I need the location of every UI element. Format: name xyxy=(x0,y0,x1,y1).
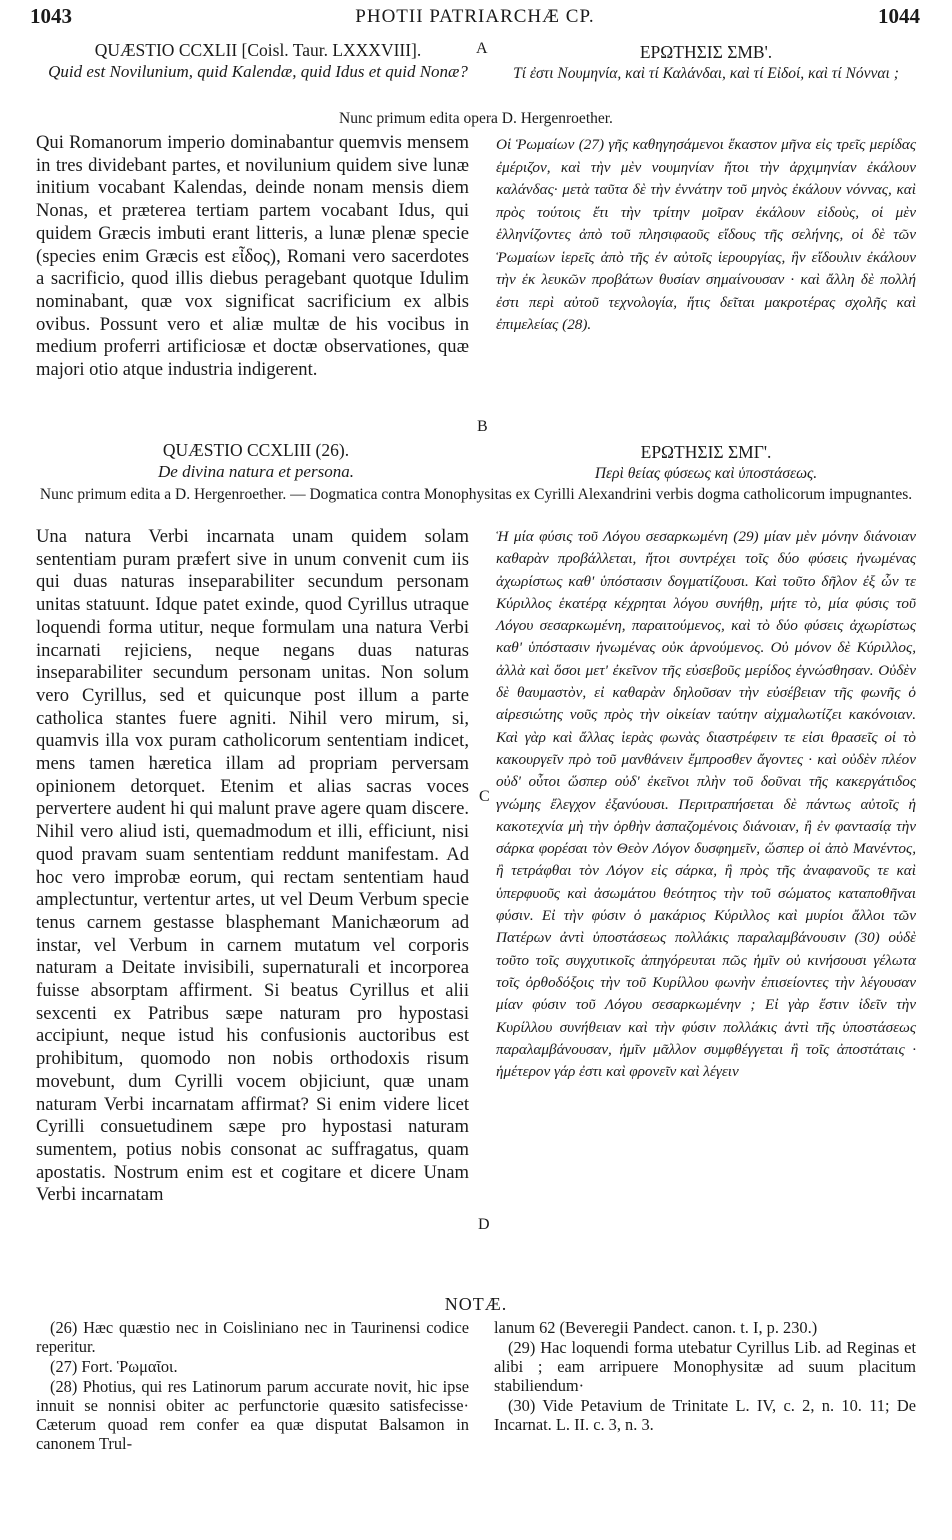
q243-greek-text: Ἡ μία φύσις τοῦ Λόγου σεσαρκωμένη (29) μίαν μὲν μόνην διάνοιαν καθαρὰν προβάλλεται, ἤτοι συντρέχει τοῖς δύο φύσεις ἡνωμένας ἀχωρίστως καθ' ὑπόστασιν δογματίζουσι. Καὶ τοῦτο δῆλον ἐξ ὧν τε Κύριλλος ἑκατέρᾳ κέχρηται λόγου συνήθῃ, μήτε τὸ, μία φύσις τοῦ Λόγου σεσαρκωμένη, παραιτούμενος, καὶ τὸ δύο φύσεις ἀχωρίστως καθ' ὑπόστασιν ἡνωμένας οὐκ ἀρνούμενος. Οὐ μόνον δὲ Κύριλλος, ἀλλὰ καὶ ὅσοι μετ' ἐκεῖνον τῆς εὐσεβοῦς μερίδος ἐγνώσθησαν. Οὐδὲν δὲ θαυμαστὸν, εἰ καθαρὰν δηλοῦσαν τὴν εὐσέβειαν τῆς φωνῆς ὁ αἱρεσιώτης νοῦς πρὸς τὴν οἰκείαν ταύτην αἰχμαλωτίζει κακόνοιαν. Καὶ γὰρ καὶ ἄλλας ἱερὰς φωνὰς διαστρέφειν τε εἰσι θρασεῖς οἱ τὸ κακουργεῖν πρὸ τοῦ μανθάνειν ἔμπροσθεν ἄγοντες · καὶ οὐδὲν πλέον οὐδ' οὗτοι ὥσπερ οὐδ' ἐκεῖνοι πλὴν τοῦ δοῦναι τῆς κακεργάτιδος γνώμης ἔλεγχον ἐξανύουσι. Περιτραπήσεται δὲ πάντως αὐτοῖς ἡ κακοτεχνία μὴ τὴν ὀρθὴν ἀσπαζομένοις διάνοιαν, ἢ ἐν φαντασίᾳ τὴν σάρκα φορέσαι τὸν Θεὸν Λόγον δυσφημεῖν, ὥσπερ οἱ ἀπὸ Μανέντος, ἢ τετράφθαι τὸν Λόγον εἰς σάρκα, ἢ πρὸς τῆς ἀναφανοῦς τε καὶ ὑπερφυοῦς καὶ ἀσωμάτου θεότητος τὴν τοῦ σώματος καταποθῆναι φύσιν. Εἰ τὴν φύσιν ὁ μακάριος Κύριλλος καὶ μυρίοι ἄλλοι τῶν Πατέρων ἀντὶ ὑποστάσεως πολλάκις παραλαμβάνουσιν (30) οὐδὲ τοῦτο τοῖς συγχυτικοῖς ἀπηγόρευται πῶς ἡμῖν οὐ κινήσουσι γέλωτα τοῖς ὀρθοδόξοις τὴν τοῦ Κυρίλλου φωνὴν ἐπισείοντες τὴν λέγουσαν μίαν φύσιν τοῦ Λόγου σεσαρκωμένην ; Εἰ γὰρ ἔστιν ἰδεῖν τὴν Κυρίλλου συνήθειαν καὶ τὴν φύσιν πολλάκις ἀντὶ τῆς ὑποστάσεως παραλαμβάνουσαν, ἡμῖν μᾶλλον συμφθέγγεται ἢ τοῖς ἀποστάταις · ἡμέτερον γάρ ἐστι καὶ φρονεῖν καὶ λέγειν xyxy=(496,528,916,1081)
margin-letter-c: C xyxy=(479,788,490,805)
q243-latin-subtitle: De divina natura et persona. xyxy=(158,462,354,481)
q243-latin-heading: QUÆSTIO CCXLIII (26). xyxy=(162,440,350,460)
q242-latin-subtitle: Quid est Novilunium, quid Kalendæ, quid Idus et quid Nonæ? xyxy=(48,62,468,81)
notes-left-column xyxy=(36,1318,469,1454)
running-title: PHOTII PATRIARCHÆ CP. xyxy=(355,6,595,27)
notes-right-column xyxy=(494,1318,916,1435)
note-29: (29) Hac loquendi forma utebatur Cyrillus Lib. ad Reginas et alibi ; eam arripuere Monophysitæ ad suum placitum stabiliendum· xyxy=(494,1338,916,1395)
margin-letter-b: B xyxy=(477,418,488,435)
notes-heading: NOTÆ. xyxy=(444,1294,508,1314)
q242-latin-text: Qui Romanorum imperio dominabantur quemvis mensem in tres dividebant partes, et novilunium quidem sive lunæ initium vocabant Kalendas, deinde nonam mensis diem Nonas, et præterea tertiam partem vocabant Idus, qui quidem Græcis imbuti erant litteris, a lunæ plenæ specie (species enim Græcis est εἶδος), Romani vero sacerdotes a sacrificio, quod illis diebus peragebant quotque Idulim nominabant, quæ vox significat sacrificium ex albis ovibus. Possunt vero et aliæ multæ de his vocibus in medium proferri artificiosæ et doctæ observationes, quæ majori otio atque industria indigerent. xyxy=(36,132,469,381)
margin-letter-d: D xyxy=(478,1216,490,1233)
q242-greek-heading: ΕΡΩΤΗΣΙΣ ΣΜΒ'. xyxy=(639,42,773,62)
right-page-number: 1044 xyxy=(878,4,920,28)
q243-latin-text: Una natura Verbi incarnata unam quidem solam sententiam puram præfert sive in unum convenit cum iis qui duas naturas inseparabiliter secundum personam unitas statuunt. Idque patet exinde, quod Cyrillus utraque loquendi forma utitur, neque formulam una natura Verbi incarnati rejiciens, neque negans duas naturas inseparabiliter secundum personam unitas. Non solum vero Cyrillus, sed et quicunque post illum a parte catholica stantes fuere agniti. Nihil vero mirum, si, quamvis illa vox puram catholicorum sententiam indicet, mens tamen hæretica illam ad propriam perversam opinionem detorquet. Etenim et alias sacras voces pervertere audent hi qui malunt prave agere quam discere. Nihil vero aliud isti, quemadmodum et illi, efficiunt, nisi quod pravam suam sententiam reddunt manifestam. Ad hoc vero improbæ eorum, qui rectam sententiam haud amplectuntur, vertentur artes, ut vel Deum Verbum specie tenus carnem gestasse blasphemant Manichæorum ad instar, vel Verbum in carnem mutatum vel corporis naturam a Deitate invisibili, supernaturali et incorporea fuisse absorptam affirment. Si beatus Cyrillus et alii sexcenti ex Patribus sæpe naturam pro hypostasi accipiunt, neque istud his confusionis auctoribus est prohibitum, quomodo non nobis orthodoxis risum movebunt, dum Cyrilli vocem objiciunt, quæ unam naturam Verbi incarnatam affirmat? Si enim videre licet Cyrilli consuetudinem sæpe pro hypostasi naturam sumentem, potius nobis consonat ac suffragatus, quam apostatis. Nostrum enim est et cogitare et dicere Unam Verbi incarnatam xyxy=(36,526,469,1206)
q243-greek-subtitle: Περὶ θείας φύσεως καὶ ὑποστάσεως. xyxy=(594,465,818,482)
q243-edition-note: Nunc primum edita a D. Hergenroether. — Dogmatica contra Monophysitas ex Cyrilli Alexandrini verbis dogma catholicorum impugnantes. xyxy=(39,486,913,503)
q243-greek-heading: ΕΡΩΤΗΣΙΣ ΣΜΓ'. xyxy=(640,442,772,462)
running-header xyxy=(30,4,920,30)
q242-greek-subtitle: Τί ἐστι Νουμηνία, καὶ τί Καλάνδαι, καὶ τί Εἰδοί, καὶ τί Νόνναι ; xyxy=(513,65,899,82)
q242-latin-heading: QUÆSTIO CCXLII [Coisl. Taur. LXXXVIII]. xyxy=(94,40,422,60)
note-30: (30) Vide Petavium de Trinitate L. IV, c. 2, n. 10. 11; De Incarnat. L. II. c. 3, n. 3. xyxy=(494,1396,916,1434)
note-26: (26) Hæc quæstio nec in Coisliniano nec in Taurinensi codice reperitur. xyxy=(36,1318,469,1356)
margin-letter-a: A xyxy=(476,40,488,57)
left-page-number: 1043 xyxy=(30,4,72,28)
note-28-continued: lanum 62 (Beveregii Pandect. canon. t. I, p. 230.) xyxy=(494,1318,818,1337)
q242-edition-note: Nunc primum edita opera D. Hergenroether. xyxy=(339,110,613,127)
note-27: (27) Fort. Ῥωμαῖοι. xyxy=(50,1357,178,1376)
q242-greek-text: Οἱ Ῥωμαίων (27) γῆς καθηγησάμενοι ἕκαστον μῆνα εἰς τρεῖς μερίδας ἐμέριζον, καὶ τὴν μὲν νουμηνίαν ἤτοι τὴν ἀρχιμηνίαν ἐκάλουν καλάνδας· μετὰ ταῦτα δὲ τὴν ἐννάτην τοῦ μηνὸς ἐκάλουν νόννας, καὶ πρὸς τούτοις ἔτι τὴν τρίτην μοῖραν ἐκάλουν εἰδοὺς, οἱ μὲν ἑλληνίζοντες ἀπὸ τοῦ πλησιφαοῦς εἴδους τῆς σελήνης, οἱ δὲ τῶν Ῥωμαίων ἱερεῖς ἀπὸ τῆς ἐν αὐτοῖς ἱερουργίας, ἣν εἴδουλιν ἐκάλουν τὴν ἐκ λευκῶν προβάτων θυσίαν σημαίνουσαν · καὶ ἄλλη δὲ πολλή ἐστι περὶ αὐτοῦ τεχνολογία, ἥτις δεῖται μακροτέρας σχολῆς καὶ ἐπιμελείας (28). xyxy=(496,136,916,333)
note-28: (28) Photius, qui res Latinorum parum accurate novit, hic ipse innuit se nonnisi obiter ac perfunctorie quæsito satisfecisse· Cæterum quoad rem confer ea quæ disputat Balsamon in canonem Trul- xyxy=(36,1377,469,1453)
